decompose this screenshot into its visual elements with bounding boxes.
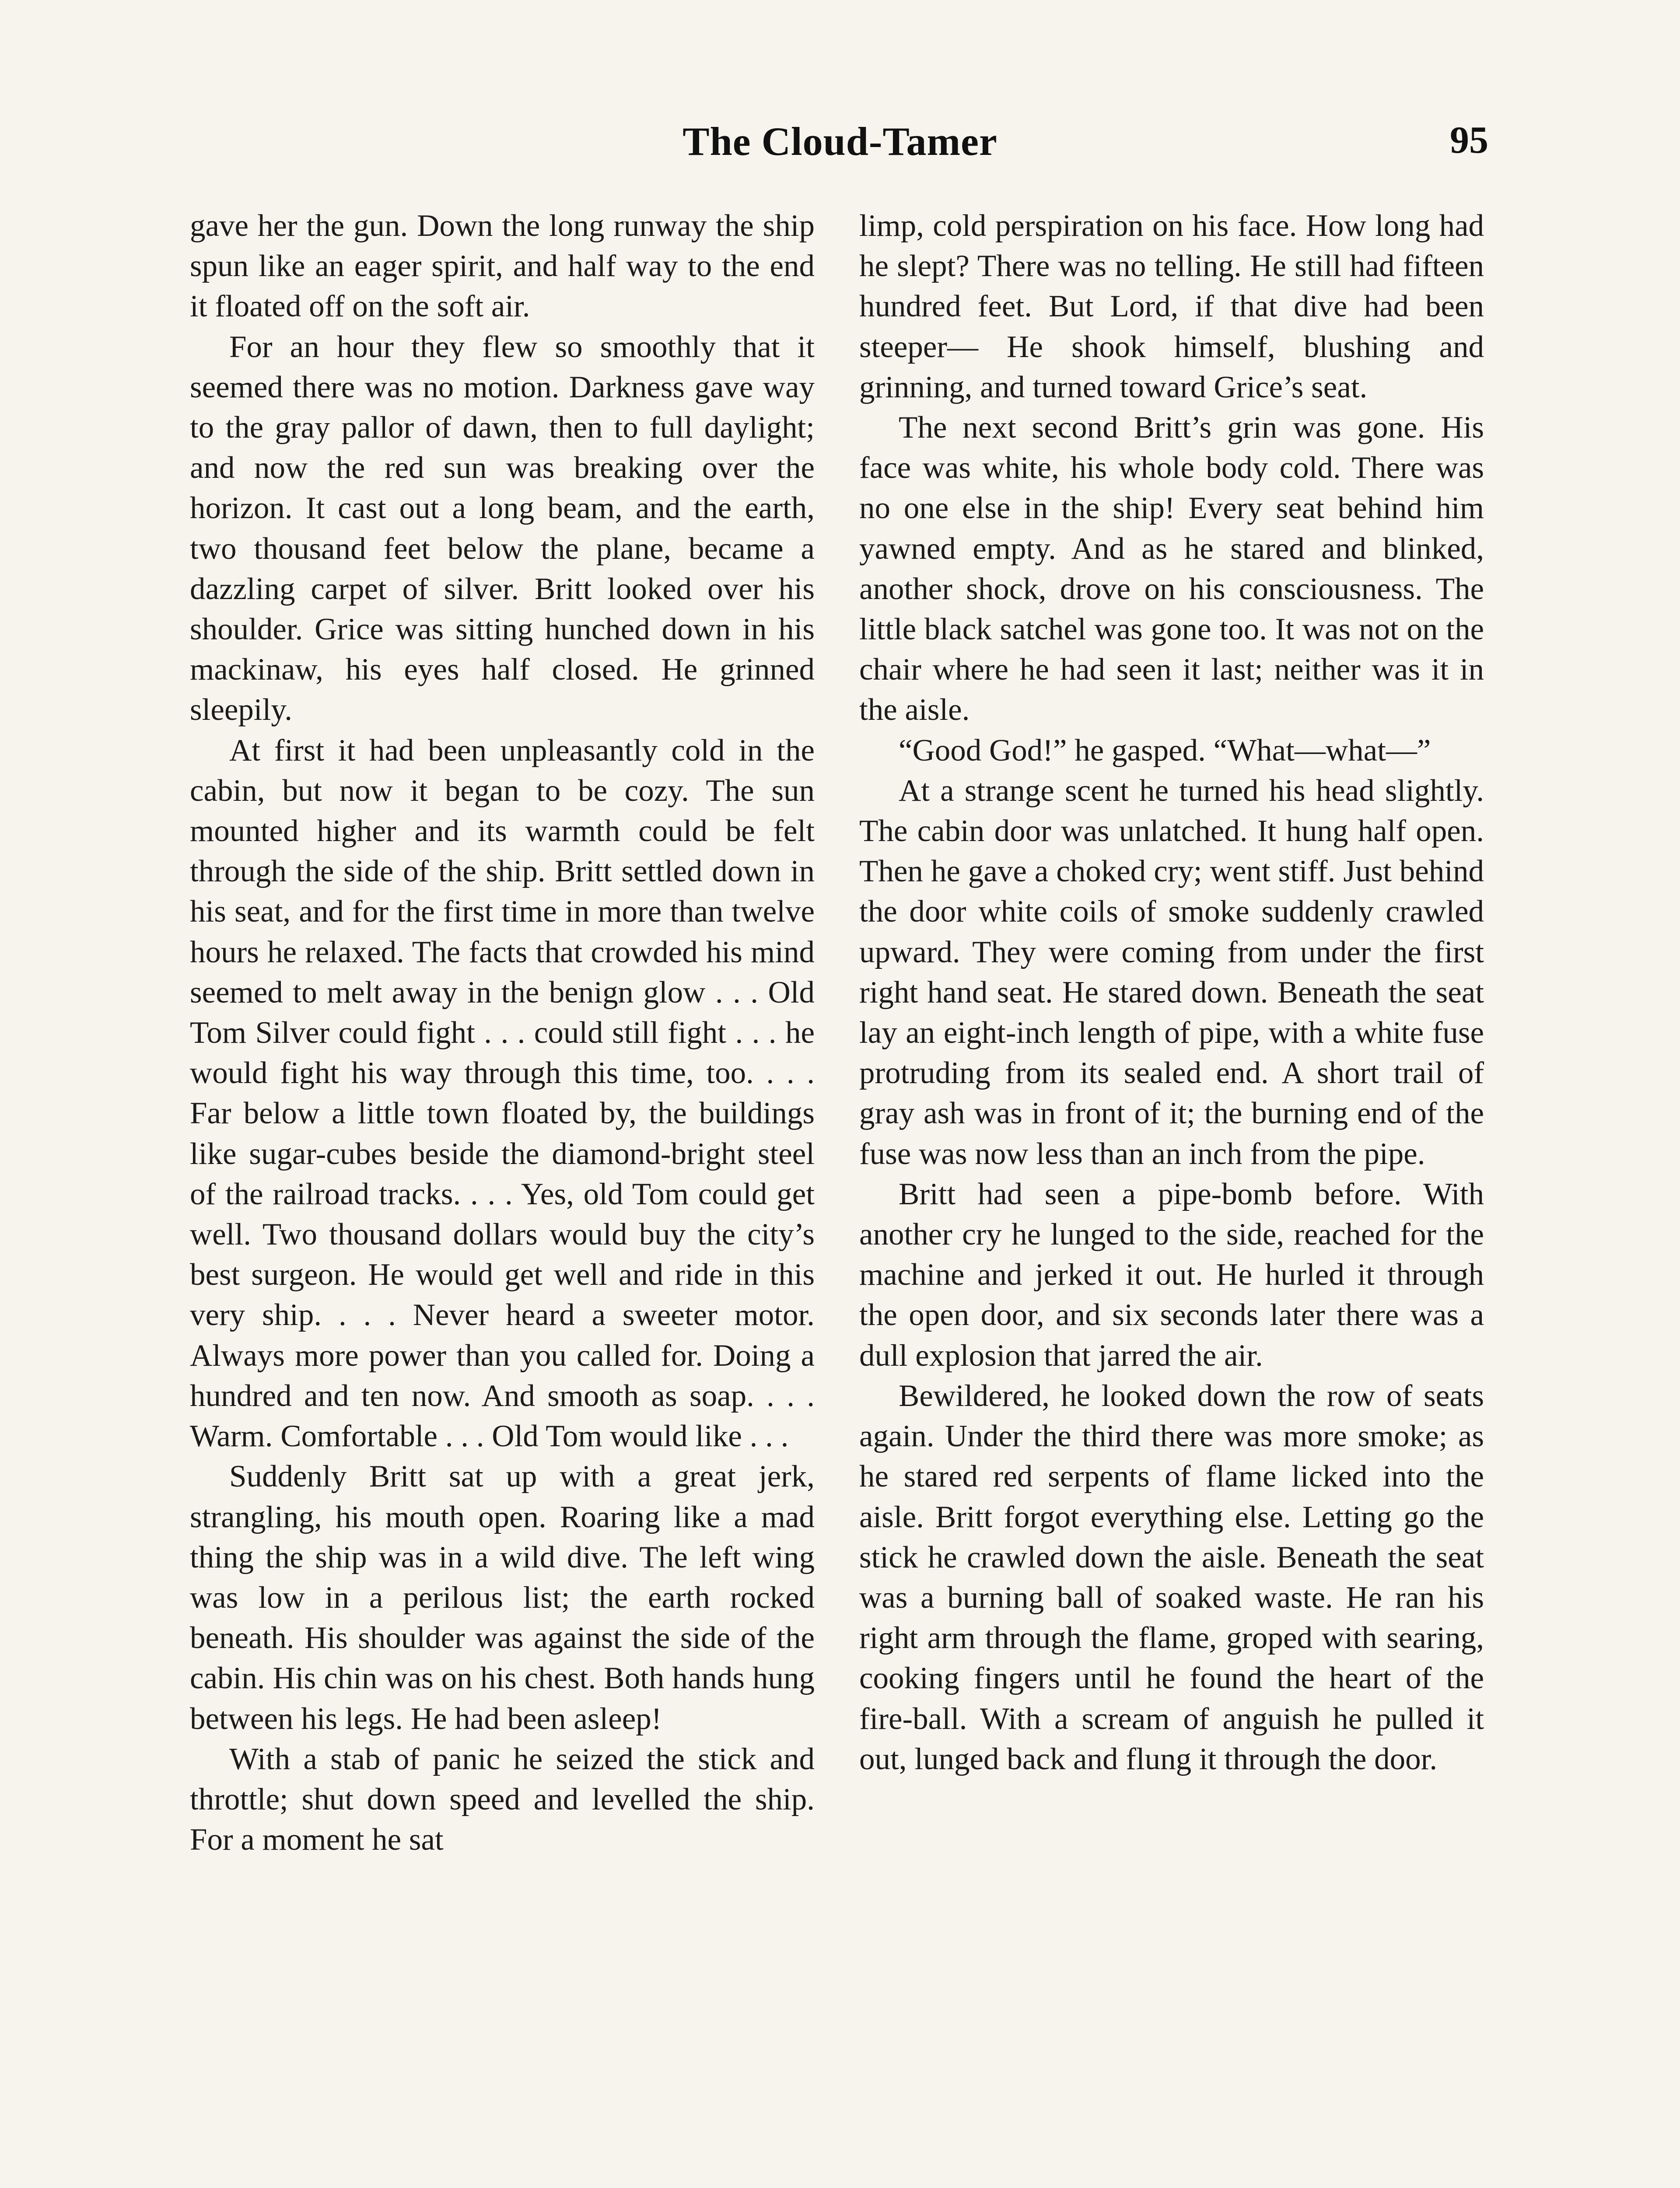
left-text-column (190, 206, 815, 1860)
paragraph: “Good God!” he gasped. “What—what—” (899, 733, 1431, 768)
page-number: 95 (1450, 119, 1488, 161)
right-text-column (859, 206, 1484, 1779)
paragraph: Bewildered, he looked down the row of seats again. Under the third there was more smoke; as he stared red serpents of flame licked into the aisle. Britt forgot everything else. Letting go the stick he crawled down the aisle. Beneath the seat was a burning ball of soaked waste. He ran his right arm through the flame, groped with searing, cooking fingers until he found the heart of the fire-ball. With a scream of anguish he pulled it out, lunged back and flung it through the door. (859, 1378, 1484, 1776)
paragraph: gave her the gun. Down the long runway the ship spun like an eager spirit, and half way to the end it floated off on the soft air. (190, 209, 815, 324)
paragraph: Britt had seen a pipe-bomb before. With another cry he lunged to the side, reached for the machine and jerked it out. He hurled it through the open door, and six seconds later there was a dull explosion that jarred the air. (859, 1177, 1484, 1373)
paragraph: At first it had been unpleasantly cold in the cabin, but now it began to be cozy. The sun mounted higher and its warmth could be felt through the side of the ship. Britt settled down in his seat, and for the first time in more than twelve hours he relaxed. The facts that crowded his mind seemed to melt away in the benign glow . . . Old Tom Silver could fight . . . could still fight . . . he would fight his way through this time, too. . . . Far below a little town floated by, the buildings like sugar-cubes beside the diamond-bright steel of the railroad tracks. . . . Yes, old Tom could get well. Two thousand dollars would buy the city’s best surgeon. He would get well and ride in this very ship. . . . Never heard a sweeter motor. Always more power than you called for. Doing a hundred and ten now. And smooth as soap. . . . Warm. Comfortable . . . Old Tom would like . . . (190, 733, 815, 1454)
paragraph: For an hour they flew so smoothly that it seemed there was no motion. Darkness gave way to the gray pallor of dawn, then to full daylight; and now the red sun was breaking over the horizon. It cast out a long beam, and the earth, two thousand feet below the plane, became a dazzling carpet of silver. Britt looked over his shoulder. Grice was sitting hunched down in his mackinaw, his eyes half closed. He grinned sleepily. (190, 330, 815, 727)
paragraph: The next second Britt’s grin was gone. His face was white, his whole body cold. There was no one else in the ship! Every seat behind him yawned empty. And as he stared and blinked, another shock, drove on his consciousness. The little black satchel was gone too. It was not on the chair where he had seen it last; neither was it in the aisle. (859, 410, 1484, 727)
paragraph: Suddenly Britt sat up with a great jerk, strangling, his mouth open. Roaring like a mad thing the ship was in a wild dive. The left wing was low in a perilous list; the earth rocked beneath. His shoulder was against the side of the cabin. His chin was on his chest. Both hands hung between his legs. He had been asleep! (190, 1459, 815, 1736)
paragraph: At a strange scent he turned his head slightly. The cabin door was unlatched. It hung half open. Then he gave a choked cry; went stiff. Just behind the door white coils of smoke suddenly crawled upward. They were coming from under the first right hand seat. He stared down. Beneath the seat lay an eight-inch length of pipe, with a white fuse protruding from its sealed end. A short trail of gray ash was in front of it; the burning end of the fuse was now less than an inch from the pipe. (859, 773, 1484, 1171)
paragraph: With a stab of panic he seized the stick and throttle; shut down speed and levelled the ship. For a moment he sat (190, 1742, 815, 1857)
paragraph: limp, cold perspiration on his face. How long had he slept? There was no telling. He still had fifteen hundred feet. But Lord, if that dive had been steeper— He shook himself, blushing and grinning, and turned toward Grice’s seat. (859, 209, 1484, 404)
running-title: The Cloud-Tamer (682, 119, 998, 164)
